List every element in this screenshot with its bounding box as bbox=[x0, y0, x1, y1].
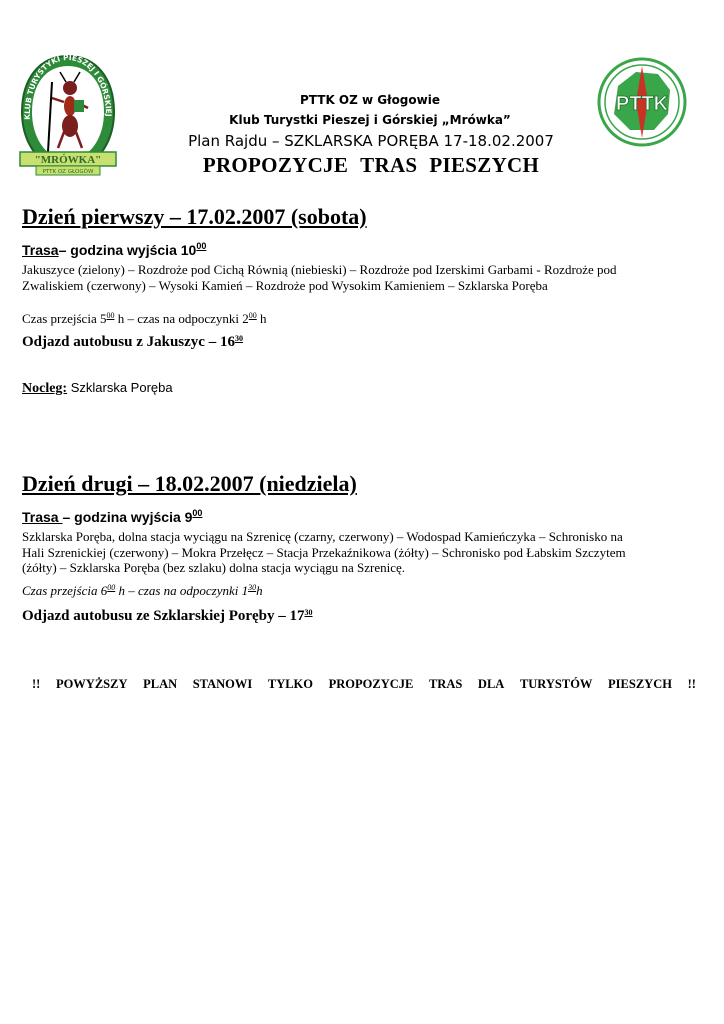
header-club-name: Klub Turystki Pieszej i Górskiej „Mrówka” bbox=[229, 113, 511, 127]
footer-notice bbox=[32, 677, 696, 692]
time-sup: 00 bbox=[107, 583, 116, 592]
footer-word: PROPOZYCJE bbox=[328, 677, 414, 691]
day2-time bbox=[22, 583, 263, 599]
time-text: h – czas na odpoczynki 2 bbox=[114, 311, 249, 326]
route-line: Zwaliskiem (czerwony) – Wysoki Kamień – Rozdroże pod Wysokim Kamieniem – Szklarska Poręba bbox=[22, 277, 548, 293]
nocleg-value: Szklarska Poręba bbox=[67, 380, 173, 395]
day2-trasa bbox=[22, 508, 202, 525]
page-title bbox=[0, 153, 724, 178]
route-line: Hali Szrenickiej (czerwony) – Mokra Przełęcz – Stacja Przekaźnikowa (żółty) – Schronisko pod Łabskim Szczytem bbox=[22, 544, 626, 560]
trasa-departure: – godzina wyjścia 10 bbox=[58, 242, 197, 258]
footer-word: DLA bbox=[477, 677, 505, 691]
time-text: h bbox=[256, 311, 267, 326]
time-sup: 00 bbox=[106, 311, 115, 320]
bus-sup: 30 bbox=[234, 334, 243, 343]
trasa-departure-minutes: 00 bbox=[192, 508, 203, 518]
pttk-logo-text: PTTK bbox=[615, 93, 669, 115]
page-title-word: PIESZYCH bbox=[429, 153, 540, 177]
footer-word: TRAS bbox=[428, 677, 463, 691]
footer-word: POWYŻSZY bbox=[55, 677, 128, 691]
time-sup: 00 bbox=[248, 311, 257, 320]
footer-word: TYLKO bbox=[267, 677, 314, 691]
day2-route bbox=[22, 529, 702, 576]
logo-sub-text: PTTK OZ GŁOGÓW bbox=[42, 169, 94, 175]
time-text: Czas przejścia 5 bbox=[22, 311, 107, 326]
footer-word: PLAN bbox=[143, 677, 178, 691]
page-title-word: PROPOZYCJE bbox=[202, 153, 349, 177]
footer-word: !! bbox=[32, 677, 41, 691]
footer-word: PIESZYCH bbox=[608, 677, 672, 691]
day1-time bbox=[22, 311, 267, 327]
time-sup: 30 bbox=[248, 583, 257, 592]
footer-word: STANOWI bbox=[192, 677, 253, 691]
bus-text: Odjazd autobusu ze Szklarskiej Poręby – 17 bbox=[22, 608, 305, 624]
day2-heading: Dzień drugi – 18.02.2007 (niedziela) bbox=[22, 471, 357, 496]
header-plan: Plan Rajdu – SZKLARSKA PORĘBA 17-18.02.2007 bbox=[188, 132, 554, 150]
day1-trasa bbox=[22, 241, 206, 258]
day1-heading: Dzień pierwszy – 17.02.2007 (sobota) bbox=[22, 204, 367, 229]
route-line: Jakuszyce (zielony) – Rozdroże pod Cichą Równią (niebieski) – Rozdroże pod Izerskimi Garbami - Rozdroże pod bbox=[22, 262, 617, 277]
logo-banner-text: "MRÓWKA" bbox=[34, 154, 102, 166]
trasa-label: Trasa bbox=[22, 242, 59, 258]
day2-bus bbox=[22, 608, 313, 625]
bus-sup: 30 bbox=[304, 608, 313, 617]
footer-word: !! bbox=[687, 677, 696, 691]
logo-ring-text: KLUB TURYSTYKI PIESZEJ I GÓRSKIEJ bbox=[22, 52, 114, 120]
route-line: Szklarska Poręba, dolna stacja wyciągu na Szrenicę (czarny, czerwony) – Wodospad Kamieńczyka – Schronisko na bbox=[22, 529, 623, 544]
header-organization: PTTK OZ w Głogowie bbox=[300, 93, 440, 107]
day1-bus bbox=[22, 334, 243, 351]
page-title-word: TRAS bbox=[360, 153, 418, 177]
time-text: Czas przejścia 6 bbox=[22, 583, 108, 598]
trasa-departure: – godzina wyjścia 9 bbox=[62, 509, 193, 525]
time-text: h – czas na odpoczynki 1 bbox=[115, 583, 249, 598]
bus-text: Odjazd autobusu z Jakuszyc – 16 bbox=[22, 334, 235, 350]
nocleg-label: Nocleg: bbox=[22, 381, 68, 396]
day1-nocleg bbox=[22, 380, 173, 397]
trasa-departure-minutes: 00 bbox=[196, 241, 207, 251]
time-text: h bbox=[256, 583, 263, 598]
route-line: (żółty) – Szklarska Poręba (bez szlaku) dolna stacja wyciągu na Szrenicę. bbox=[22, 560, 405, 575]
footer-word: TURYSTÓW bbox=[519, 677, 593, 691]
trasa-label: Trasa bbox=[22, 509, 63, 525]
day1-route bbox=[22, 262, 702, 293]
